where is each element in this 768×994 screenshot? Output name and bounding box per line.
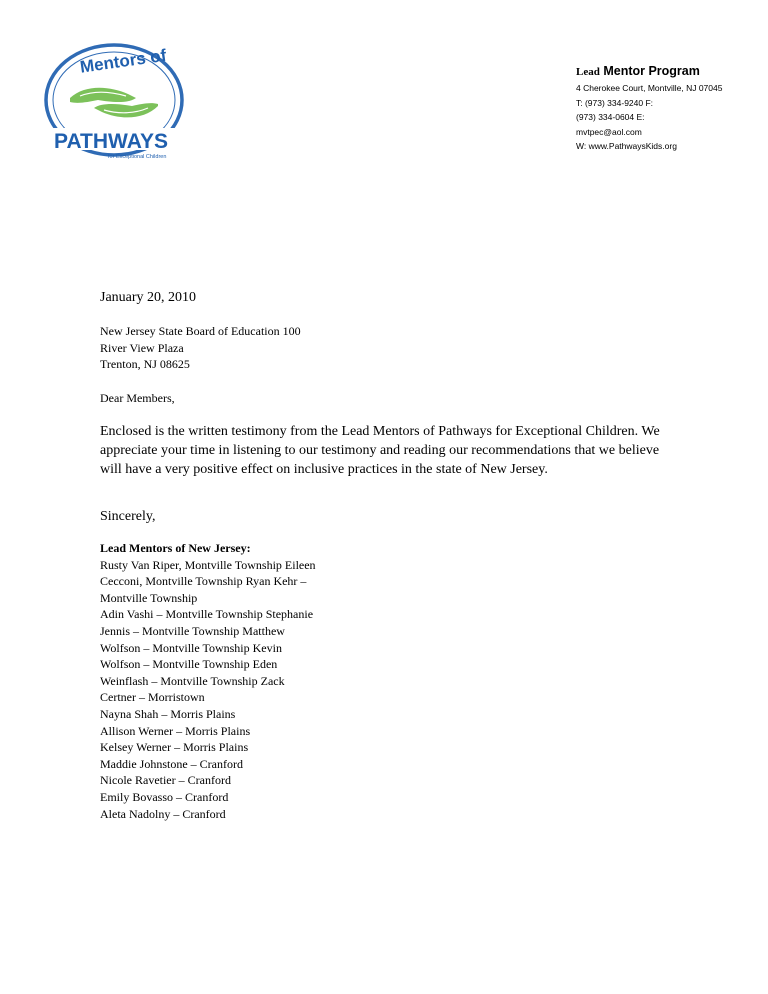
mentor-line: Adin Vashi – Montville Township Stephanie xyxy=(100,607,314,622)
mentor-line: Maddie Johnstone – Cranford xyxy=(100,756,243,771)
logo-main-text: PATHWAYS xyxy=(54,130,168,153)
letterhead xyxy=(576,62,756,154)
mentor-line: Allison Werner – Morris Plains xyxy=(100,723,251,738)
body-line: Enclosed is the written testimony from the Lead Mentors of Pathways for Exceptional Children. We xyxy=(100,424,660,439)
recipient-address xyxy=(100,323,301,373)
mentor-line: Weinflash – Montville Township Zack xyxy=(100,673,285,688)
mentor-line: Certner – Morristown xyxy=(100,690,205,705)
letter-body xyxy=(100,422,700,479)
program-lead-word: Lead xyxy=(576,66,600,78)
program-title xyxy=(576,62,756,81)
mentor-line: Cecconi, Montville Township Ryan Kehr – xyxy=(100,574,307,589)
mentor-line: Nicole Ravetier – Cranford xyxy=(100,773,231,788)
letterhead-website: W: www.PathwaysKids.org xyxy=(576,141,677,151)
closing: Sincerely, xyxy=(100,509,156,524)
mentor-line: Emily Bovasso – Cranford xyxy=(100,789,229,804)
salutation: Dear Members, xyxy=(100,391,175,405)
logo-subtitle: for Exceptional Children xyxy=(108,154,167,160)
body-line: appreciate your time in listening to our testimony and reading our recommendations that we believe xyxy=(100,443,660,458)
mentor-line: Wolfson – Montville Township Eden xyxy=(100,657,278,672)
mentor-list xyxy=(100,540,316,822)
address-line: New Jersey State Board of Education 100 xyxy=(100,324,301,338)
letterhead-email: mvtpec@aol.com xyxy=(576,126,642,137)
mentor-line: Montville Township xyxy=(100,590,198,605)
mentor-line: Aleta Nadolny – Cranford xyxy=(100,806,226,821)
mentor-line: Wolfson – Montville Township Kevin xyxy=(100,640,282,655)
logo-graphic xyxy=(40,40,194,162)
mentor-line: Jennis – Montville Township Matthew xyxy=(100,623,285,638)
mentor-list-heading: Lead Mentors of New Jersey: xyxy=(100,541,251,555)
logo-top-text: Mentors of xyxy=(78,45,168,77)
mentor-line: Nayna Shah – Morris Plains xyxy=(100,706,236,721)
mentor-line: Rusty Van Riper, Montville Township Eileen xyxy=(100,557,316,572)
mentors-of-pathways-logo xyxy=(40,40,194,162)
letterhead-fax: (973) 334-0604 E: xyxy=(576,112,645,122)
body-line: will have a very positive effect on inclusive practices in the state of New Jersey. xyxy=(100,462,548,477)
letterhead-address: 4 Cherokee Court, Montville, NJ 07045 xyxy=(576,83,723,93)
letterhead-phone: T: (973) 334-9240 F: xyxy=(576,97,654,108)
address-line: Trenton, NJ 08625 xyxy=(100,357,190,371)
address-line: River View Plaza xyxy=(100,340,184,355)
letter-date: January 20, 2010 xyxy=(100,290,197,305)
mentor-line: Kelsey Werner – Morris Plains xyxy=(100,740,249,755)
program-name: Mentor Program xyxy=(603,64,700,78)
